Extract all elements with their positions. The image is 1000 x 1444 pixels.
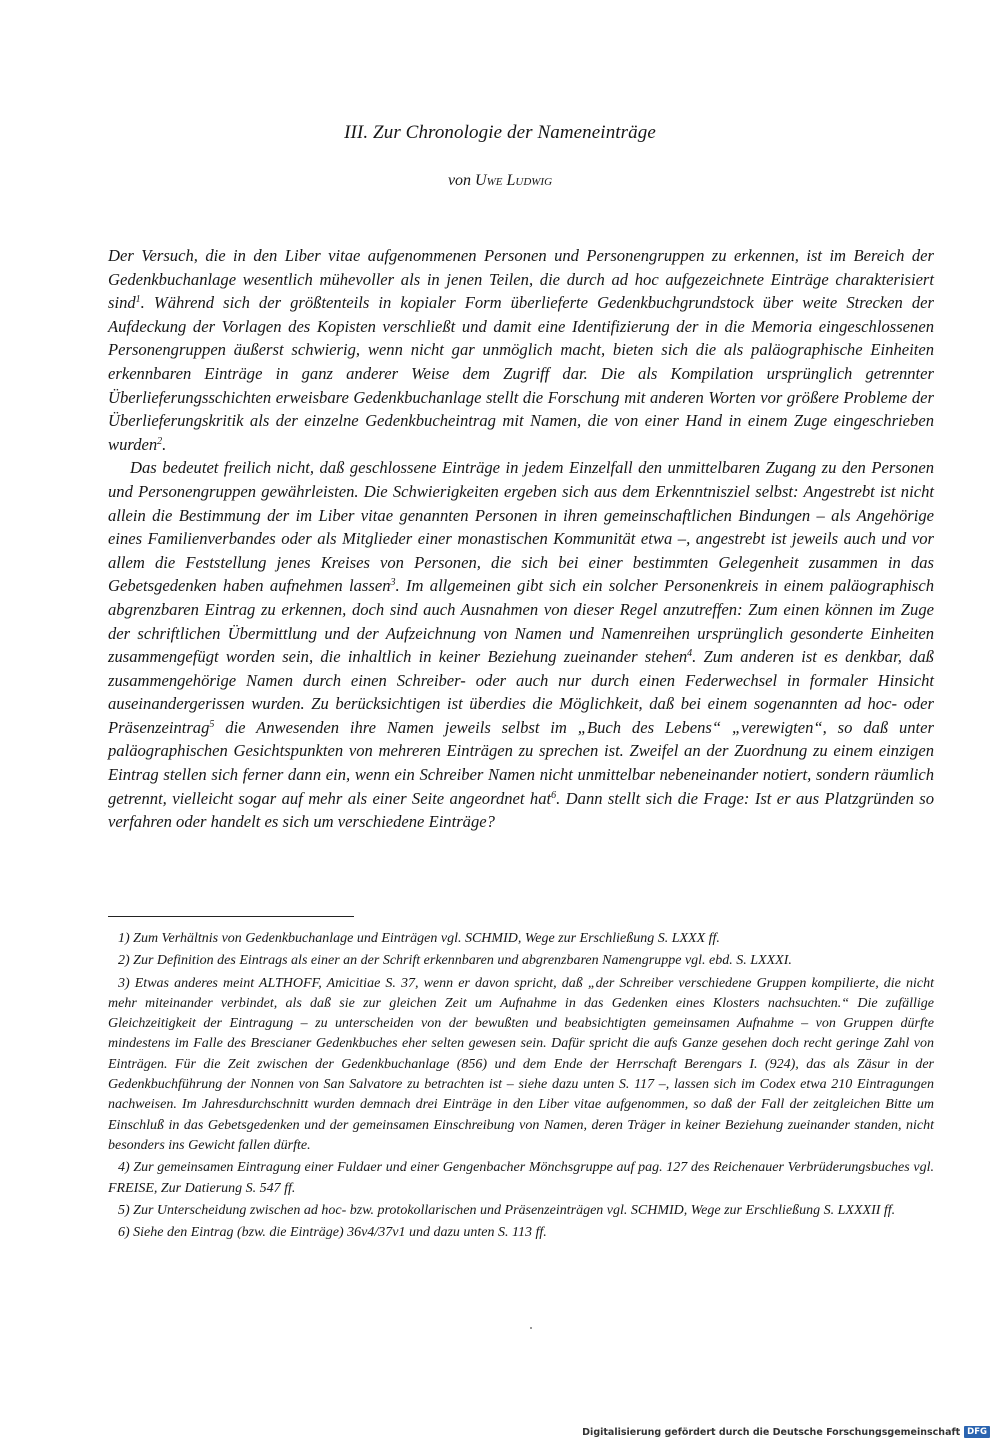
author-line: [0, 172, 1000, 190]
text-run: .: [162, 434, 167, 454]
footnote-3: 3) Etwas anderes meint ALTHOFF, Amicitiae S. 37, wenn er davon spricht, daß „der Schreiber verschiedene Gruppen kompilierte, die nicht mehr miteinander verbindet, als daß sie zur gleichen Zeit um Aufnahme in das Gedenken eines Klosters nachsuchten.“ Die zufällige Gleichzeitigkeit der Eintragung – zu unterscheiden von der bewußten und beabsichtigten gemeinsamen Aufnahme – von Gruppen dürfte mindestens im Falle des Brescianer Gedenkbuches eher selten gewesen sein. Dafür spricht die aufs Ganze gesehen doch recht geringe Zahl von Einträgen. Für die Zeit zwischen der Gedenkbuchanlage (856) und dem Ende der Herrschaft Berengars I. (924), das als Zäsur in der Gedenkbuchführung der Nonnen von San Salvatore zu betrachten ist – siehe dazu unten S. 117 –, lassen sich im Codex etwa 210 Eintragungen nachweisen. Im Jahresdurchschnitt wurden demnach drei Einträge in den Liber vitae aufgenommen, so daß der Fall der zeitgleichen Bitte um Einschluß in das Gebetsgedenken und der gemeinsamen Einschreibung von Namen, deren Träger in keiner Beziehung zueinander standen, nicht besonders ins Gewicht fallen dürfte.: [108, 975, 934, 1153]
credit-text: Digitalisierung gefördert durch die Deutsche Forschungsgemeinschaft: [582, 1426, 961, 1438]
main-text: [108, 244, 934, 834]
text-run: die Anwesenden ihre Namen jeweils selbst im „Buch des Lebens“ „verewigten“, so daß unter paläographischen Gesichtspunkten von mehreren Einträgen zu sprechen ist. Zweifel an der Zuordnung zu einem einzigen Eintrag stellen sich ferner dann ein, wenn ein Schreiber Namen nicht unmittelbar nebeneinander notiert, sondern räumlich getrennt, vielleicht sogar auf mehr als einer Seite angeordnet hat: [108, 717, 934, 808]
text-run: . Im allgemeinen gibt sich ein solcher Personenkreis in einem paläographisch abgrenzbaren Eintrag zu erkennen, doch sind auch Ausnahmen von dieser Regel anzutreffen: Zum einen können im Zuge der schriftlichen Übermittlung und der Aufzeichnung von Namen und Namenreihen ursprünglich gesonderte Einheiten zusammengefügt worden sein, die inhaltlich in keiner Beziehung zueinander stehen: [108, 576, 934, 667]
digitization-credit: [582, 1426, 990, 1438]
chapter-title: III. Zur Chronologie der Nameneinträge: [344, 122, 656, 143]
dfg-logo-icon: DFG: [964, 1426, 990, 1438]
footnote-4: 4) Zur gemeinsamen Eintragung einer Fuldaer und einer Gengenbacher Mönchsgruppe auf pag. 127 des Reichenauer Verbrüderungsbuches vgl. FREISE, Zur Datierung S. 547 ff.: [108, 1160, 934, 1196]
footnote-ref-1: 1: [135, 294, 141, 306]
footnote-ref-4: 4: [687, 648, 693, 660]
footnote-ref-6: 6: [551, 789, 557, 801]
author-prefix: von: [447, 172, 472, 189]
paragraph-2: [108, 456, 934, 834]
footnotes: [108, 929, 934, 1245]
footnote-divider: [108, 916, 354, 917]
footnote-5: 5) Zur Unterscheidung zwischen ad hoc- bzw. protokollarischen und Präsenzeinträgen vgl. SCHMID, Wege zur Erschließung S. LXXXII ff.: [118, 1202, 896, 1218]
text-run: . Während sich der größtenteils in kopialer Form überlieferte Gedenkbuchgrundstock über weite Strecken der Aufdeckung der Vorlagen des Kopisten verschließt und damit eine Identifizierung der in die Memoria eingeschlossenen Personengruppen äußerst schwierig, wenn nicht gar unmöglich macht, bieten sich die als paläographische Einheiten erkennbaren Einträge in ganz anderer Weise dem Zugriff dar. Die als Kompilation ursprünglich getrennter Überlieferungsschichten erweisbare Gedenkbuchanlage stellt die Forschung mit anderen Worten vor größere Probleme der Überlieferungskritik als der einzelne Gedenkbucheintrag mit Namen, die von einer Hand in einem Zuge eingeschrieben wurden: [108, 293, 934, 454]
footnote-6: 6) Siehe den Eintrag (bzw. die Einträge) 36v4/37v1 und dazu unten S. 113 ff.: [118, 1225, 547, 1241]
text-run: . Zum anderen ist es denkbar, daß zusammengehörige Namen durch einen Schreiber- oder auch nur durch einen Federwechsel in formaler Hinsicht auseinandergerissen wurden. Zu berücksichtigen ist überdies die Möglichkeit, daß bei einem sogenannten ad hoc- oder Präsenzeintrag: [108, 647, 934, 737]
footnote-1: 1) Zum Verhältnis von Gedenkbuchanlage und Einträgen vgl. SCHMID, Wege zur Erschließung S. LXXX ff.: [118, 931, 720, 946]
text-run: . Dann stellt sich die Frage: Ist er aus Platzgründen so verfahren oder handelt es sich um verschiedene Einträge?: [108, 788, 935, 832]
text-run: Der Versuch, die in den Liber vitae aufgenommenen Personen und Personengruppen zu erkennen, ist im Bereich der Gedenkbuchanlage wesentlich mühevoller als in jenen Teilen, die durch ad hoc aufgezeichnete Einträge charakterisiert sind: [108, 246, 934, 313]
paragraph-1: [108, 244, 934, 456]
text-run: Das bedeutet freilich nicht, daß geschlossene Einträge in jedem Einzelfall den unmittelbaren Zugang zu den Personen und Personengruppen gewährleisten. Die Schwierigkeiten ergeben sich aus dem Erkenntnisziel selbst: Angestrebt ist nicht allein die Bestimmung der im Liber vitae genannten Personen in ihren gemeinschaftlichen Bindungen – als Angehörige eines Familienverbandes oder als Mitglieder einer monastischen Kommunität etwa –, angestrebt ist jeweils auch und vor allem die Feststellung jenes Kreises von Personen, die sich bei einer bestimmten Gelegenheit zusammen in das Gebetsgedenken haben aufnehmen lassen: [108, 458, 934, 596]
footnote-2: 2) Zur Definition des Eintrags als einer an der Schrift erkennbaren und abgrenzbaren Namengruppe vgl. ebd. S. LXXXI.: [118, 953, 792, 969]
footnote-ref-2: 2: [157, 435, 163, 447]
footnote-ref-3: 3: [390, 577, 396, 589]
author-name: Uwe Ludwig: [475, 172, 553, 189]
scan-speck: [530, 1327, 532, 1329]
footnote-ref-5: 5: [209, 718, 215, 730]
